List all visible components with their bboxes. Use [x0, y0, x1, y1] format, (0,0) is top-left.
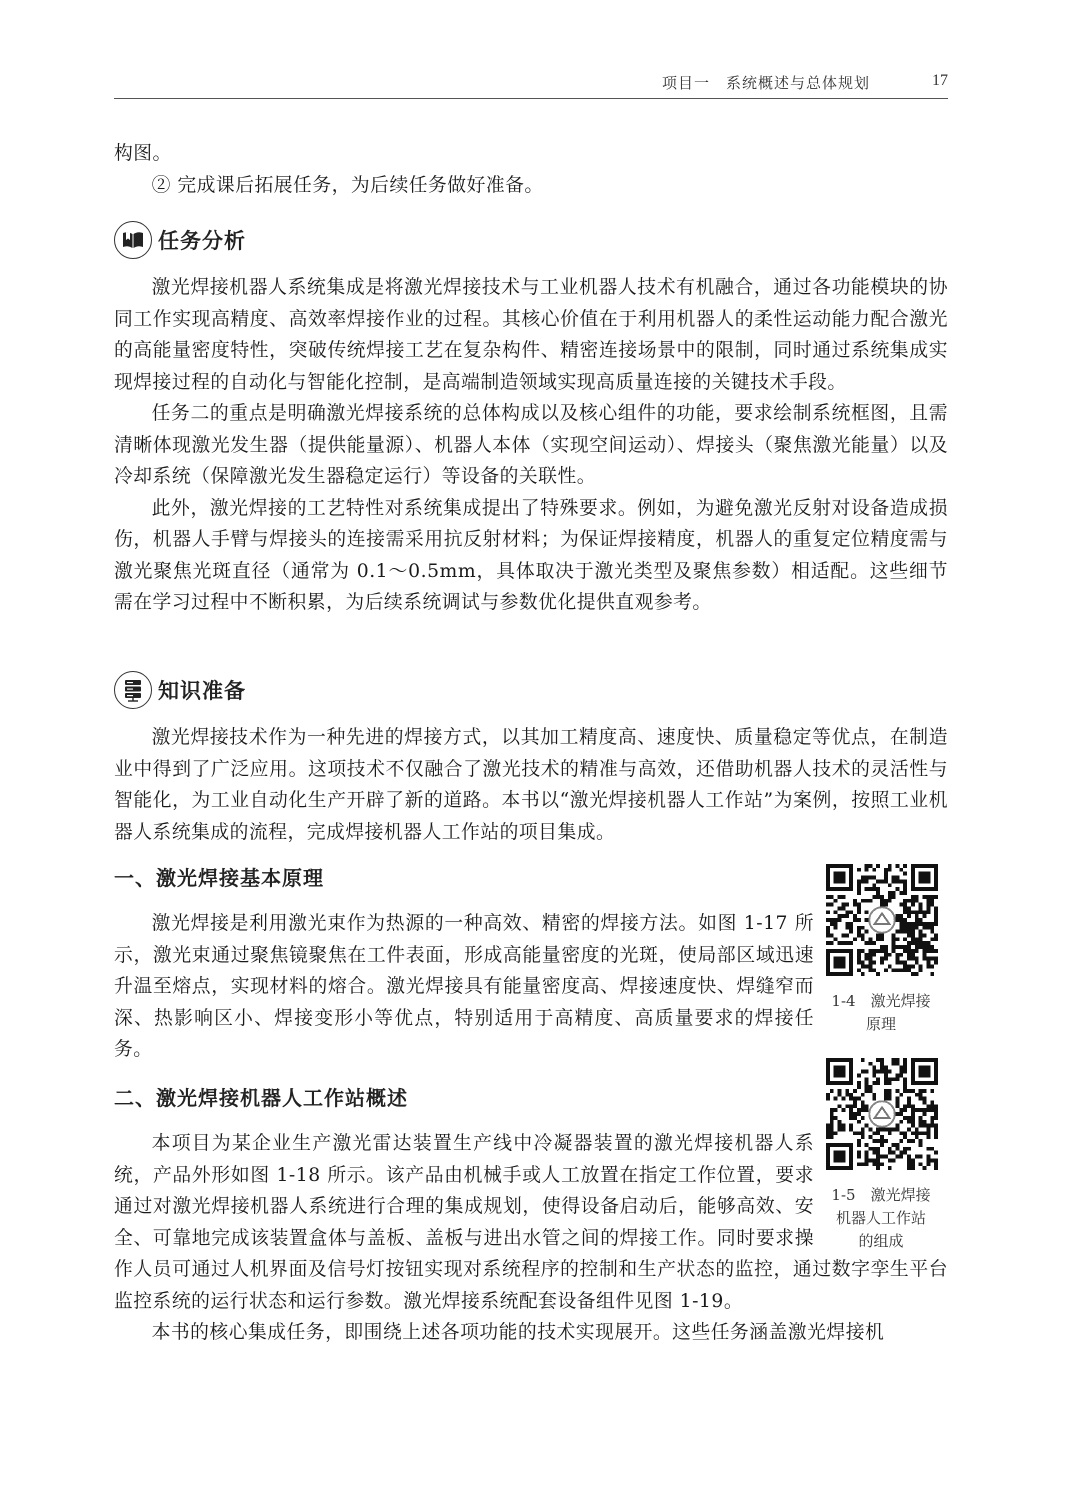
paragraph: 激光焊接是利用激光束作为热源的一种高效、精密的焊接方法。如图 1-17 所示，激光束通过聚焦镜聚焦在工件表面，形成高能量密度的光斑，使局部区域迅速升温至熔点，实现材料的熔合。激光焊接具有能量密度高、焊接速度快、焊缝窄而深、热影响区小、焊接变形小等优点，特别适用于高精度、高质量要求的焊接任务。 [114, 913, 814, 1060]
paragraph: 激光焊接技术作为一种先进的焊接方式，以其加工精度高、速度快、质量稳定等优点，在制造业中得到了广泛应用。这项技术不仅融合了激光技术的精准与高效，还借助机器人技术的灵活性与智能化，为工业自动化生产开辟了新的道路。本书以“激光焊接机器人工作站”为案例，按照工业机器人系统集成的流程，完成焊接机器人工作站的项目集成。 [114, 727, 948, 843]
running-header [114, 66, 948, 99]
page-number: 17 [932, 72, 948, 89]
qr-code-2[interactable] [826, 1058, 938, 1170]
server-icon [114, 671, 152, 709]
task-analysis-body [114, 272, 948, 619]
subsection-1-body [114, 908, 814, 1066]
paragraph: 本项目为某企业生产激光雷达装置生产线中冷凝器装置的激光焊接机器人系统，产品外形如图 1-18 所示。该产品由机械手或人工放置在指定工作位置，要求通过对激光焊接机器人系统进行合理的集成规划，使得设备启动后，能够高效、安全、可靠地完成该装置盒体与盖板、盖板与进出水管之间的焊接工作。同时要求操作人员可通过人机界面及信号灯按钮实现对系统程序的控制和生产状态的监控，通过数字孪生平台监控系统的运行状态和运行参数。激光焊接系统配套设备组件见图 1-19。 [114, 1133, 948, 1312]
paragraph: 任务二的重点是明确激光焊接系统的总体构成以及核心组件的功能，要求绘制系统框图，且需清晰体现激光发生器（提供能量源）、机器人本体（实现空间运动）、焊接头（聚焦激光能量）以及冷却系统（保障激光发生器稳定运行）等设备的关联性。 [114, 403, 948, 487]
section-title: 知识准备 [158, 679, 246, 703]
intro-block [114, 138, 948, 201]
qr-caption-2: 1-5 激光焊接 机器人工作站 的组成 [831, 1186, 931, 1250]
paragraph: 本书的核心集成任务，即围绕上述各项功能的技术实现展开。这些任务涵盖激光焊接机 [151, 1322, 885, 1343]
qr-code-1[interactable] [826, 864, 938, 976]
intro-line-1: 构图。 [114, 143, 172, 164]
intro-line-2: ② 完成课后拓展任务，为后续任务做好准备。 [151, 174, 544, 196]
subsection-title-2: 二、激光焊接机器人工作站概述 [114, 1086, 408, 1110]
paragraph: 此外，激光焊接的工艺特性对系统集成提出了特殊要求。例如，为避免激光反射对设备造成损伤，机器人手臂与焊接头的连接需采用抗反射材料；为保证焊接精度，机器人的重复定位精度需与激光聚焦光斑直径（通常为 0.1～0.5mm，具体取决于激光类型及聚焦参数）相适配。这些细节需在学习过程中不断积累，为后续系统调试与参数优化提供直观参考。 [114, 497, 948, 613]
section-heading-task-analysis [114, 218, 246, 262]
paragraph: 激光焊接机器人系统集成是将激光焊接技术与工业机器人技术有机融合，通过各功能模块的协同工作实现高精度、高效率焊接作业的过程。其核心价值在于利用机器人的柔性运动能力配合激光的高能量密度特性，突破传统焊接工艺在复杂构件、精密连接场景中的限制，同时通过系统集成实现焊接过程的自动化与智能化控制，是高端制造领域实现高质量连接的关键技术手段。 [114, 277, 948, 393]
qr-caption-1: 1-4 激光焊接 原理 [831, 992, 931, 1033]
book-icon [114, 221, 152, 259]
knowledge-body [114, 722, 948, 848]
section-title: 任务分析 [158, 229, 246, 253]
chapter-title: 项目一 系统概述与总体规划 [661, 74, 870, 92]
subsection-title-1: 一、激光焊接基本原理 [114, 866, 324, 890]
section-heading-knowledge [114, 668, 246, 712]
